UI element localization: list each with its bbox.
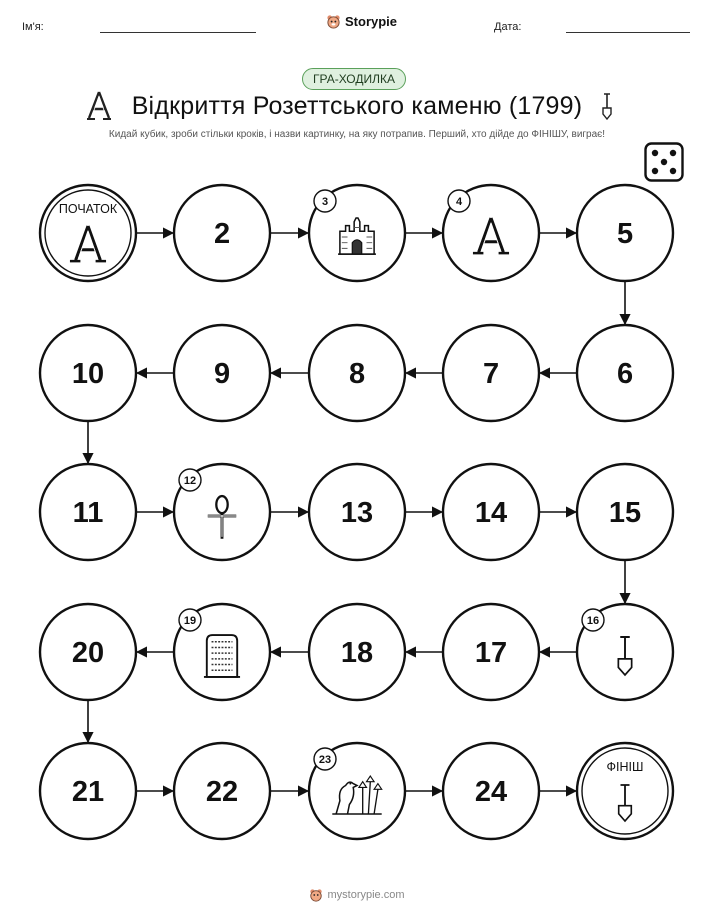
board-cell-9[interactable] [174,325,270,421]
cell-number: 8 [348,358,366,390]
board-cell-2[interactable] [174,185,270,281]
board-cells [40,185,673,839]
footer [0,888,714,902]
board-cell-12[interactable] [174,464,270,560]
cell-number: 19 [183,615,197,627]
instructions: Кидай кубик, зроби стільки кроків, і назви картинку, на яку потрапив. Перший, хто дійде до ФІНІШУ, виграє! [108,129,606,140]
cell-number: 2 [213,218,231,250]
board-cell-10[interactable] [40,325,136,421]
board-cell-24[interactable] [443,743,539,839]
cell-number: 14 [474,497,508,529]
board-cell-16[interactable] [577,604,673,700]
board-cell-3[interactable] [309,185,405,281]
cell-number: 11 [72,497,104,529]
cell-number: 22 [205,776,239,808]
cell-number: 18 [340,637,374,669]
cell-number: 15 [608,497,642,529]
cell-number: 17 [474,637,508,669]
cell-number: 10 [71,358,105,390]
cell-number: 13 [340,497,374,529]
cell-number: 16 [586,615,600,627]
board-cell-14[interactable] [443,464,539,560]
cell-number: 23 [318,754,332,766]
cell-number: 9 [213,358,231,390]
cell-label: ФІНІШ [606,760,644,774]
board-cell-finish[interactable] [577,743,673,839]
board-cell-20[interactable] [40,604,136,700]
cell-number-badge [179,609,201,631]
board-cell-15[interactable] [577,464,673,560]
board-cell-22[interactable] [174,743,270,839]
cell-number: 6 [616,358,634,390]
cell-number: 7 [482,358,500,390]
board-cell-7[interactable] [443,325,539,421]
cell-number: 3 [321,196,329,208]
board-cell-17[interactable] [443,604,539,700]
cell-number: 24 [474,776,508,808]
page-title: Відкриття Розеттського каменю (1799) [131,92,583,120]
footer-site: mystorypie.com [327,889,405,901]
board-cell-11[interactable] [40,464,136,560]
board-cell-23[interactable] [309,743,405,839]
date-label: Дата: [494,21,522,33]
game-badge: ГРА-ХОДИЛКА [302,68,406,90]
cell-number-badge [314,190,336,212]
board-cell-8[interactable] [309,325,405,421]
cell-number-badge [448,190,470,212]
cell-number: 5 [616,218,634,250]
board-cell-start[interactable] [40,185,136,281]
name-label: Ім'я: [22,21,44,33]
cell-number: 20 [71,637,105,669]
board-cell-21[interactable] [40,743,136,839]
cell-number: 21 [71,776,105,808]
brand-name: Storypie [345,14,398,29]
cell-number-badge [582,609,604,631]
cell-label: ПОЧАТОК [58,202,118,216]
cell-number: 4 [455,196,463,208]
board-cell-18[interactable] [309,604,405,700]
board-cell-19[interactable] [174,604,270,700]
board-cell-13[interactable] [309,464,405,560]
board-cell-6[interactable] [577,325,673,421]
rosetta-stone-icon [204,635,240,677]
cell-number: 12 [183,475,197,487]
cell-number-badge [179,469,201,491]
cell-number-badge [314,748,336,770]
bear-logo-icon [309,888,323,902]
board-cell-5[interactable] [577,185,673,281]
board-cell-4[interactable] [443,185,539,281]
